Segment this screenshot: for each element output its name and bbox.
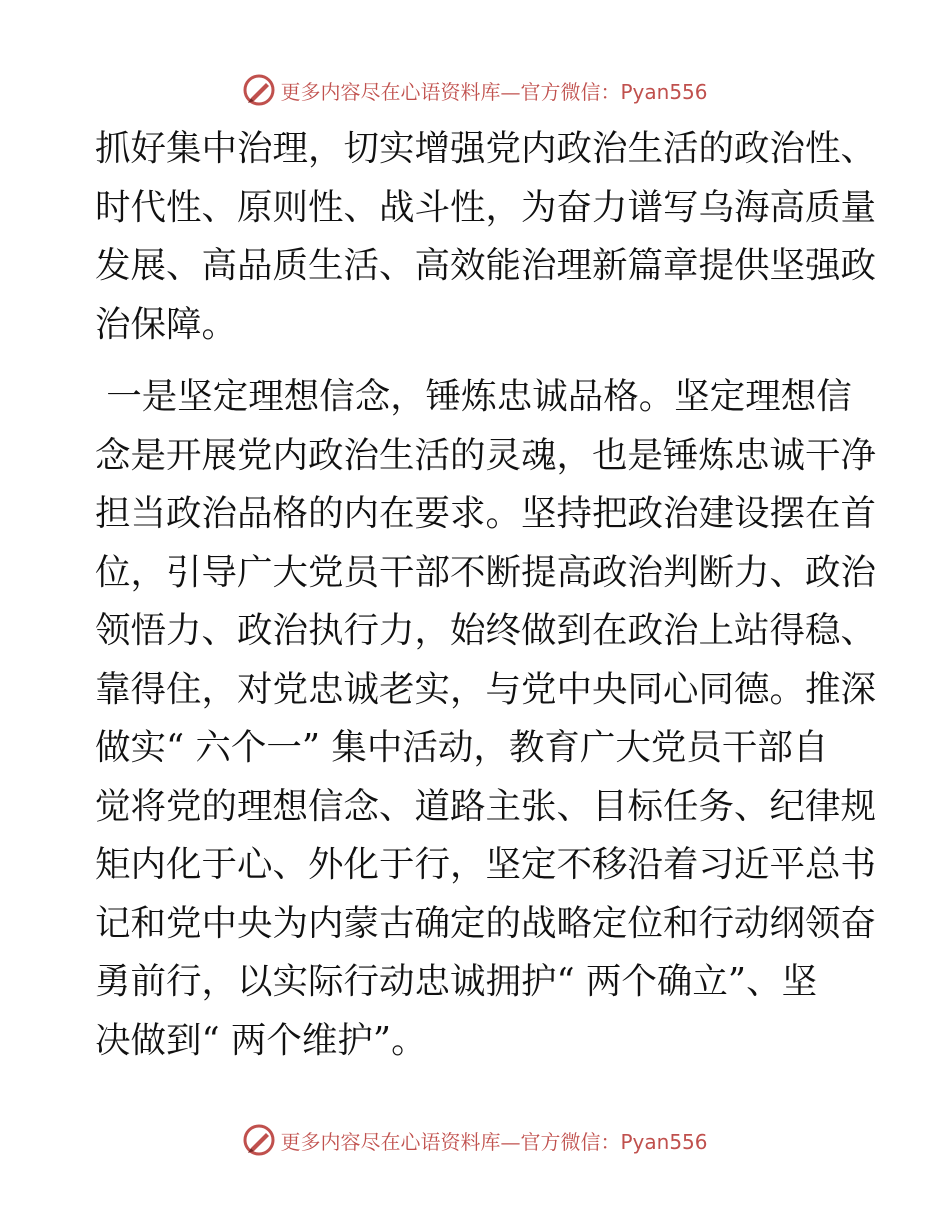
paragraph-line: 念是开展党内政治生活的灵魂，也是锤炼忠诚干净 bbox=[95, 434, 877, 476]
paragraph-line: 位，引导广大党员干部不断提高政治判断力、政治 bbox=[95, 551, 877, 593]
paragraph-line: 一是坚定理想信念，锤炼忠诚品格。坚定理想信 bbox=[95, 376, 852, 417]
paragraph-1 bbox=[95, 120, 877, 354]
footer-banner bbox=[0, 1120, 950, 1160]
paragraph-line: 发展、高品质生活、高效能治理新篇章提供坚强政 bbox=[95, 245, 877, 286]
paragraph-line: 矩内化于心、外化于行，坚定不移沿着习近平总书 bbox=[95, 844, 877, 885]
paragraph-line: 靠得住，对党忠诚老实，与党中央同心同德。推深 bbox=[95, 668, 877, 710]
banner-wechat-label: 官方微信： bbox=[520, 1129, 621, 1154]
banner-separator: — bbox=[500, 1129, 521, 1154]
paragraph-line: 治保障。 bbox=[95, 303, 238, 345]
paragraph-line: 做实“ 六个一” 集中活动，教育广大党员干部自 bbox=[95, 727, 829, 768]
banner-separator: — bbox=[500, 79, 521, 104]
paragraph-line: 时代性、原则性、战斗性，为奋力谱写乌海高质量 bbox=[95, 186, 877, 228]
banner-slogan: 更多内容尽在心语资料库 bbox=[280, 1129, 501, 1154]
banner-wechat-label: 官方微信： bbox=[520, 79, 621, 104]
banner-slogan: 更多内容尽在心语资料库 bbox=[280, 79, 501, 104]
paragraph-2 bbox=[95, 368, 877, 1070]
header-banner bbox=[0, 70, 950, 110]
paragraph-line: 领悟力、政治执行力，始终做到在政治上站得稳、 bbox=[95, 610, 877, 651]
paragraph-line: 记和党中央为内蒙古确定的战略定位和行动纲领奋 bbox=[95, 902, 877, 944]
banner-account: Pyan556 bbox=[620, 1129, 708, 1154]
banner-text bbox=[280, 1126, 707, 1155]
paragraph-line: 担当政治品格的内在要求。坚持把政治建设摆在首 bbox=[95, 493, 877, 534]
pen-logo-icon bbox=[242, 73, 276, 107]
paragraph-line: 抓好集中治理，切实增强党内政治生活的政治性、 bbox=[95, 128, 877, 169]
paragraph-line: 勇前行，以实际行动忠诚拥护“ 两个确立”、坚 bbox=[95, 961, 818, 1002]
pen-logo-icon bbox=[242, 1123, 276, 1157]
paragraph-line: 决做到“ 两个维护”。 bbox=[95, 1019, 427, 1061]
banner-account: Pyan556 bbox=[620, 79, 708, 104]
banner-text bbox=[280, 76, 707, 105]
paragraph-line: 觉将党的理想信念、道路主张、目标任务、纪律规 bbox=[95, 785, 877, 827]
